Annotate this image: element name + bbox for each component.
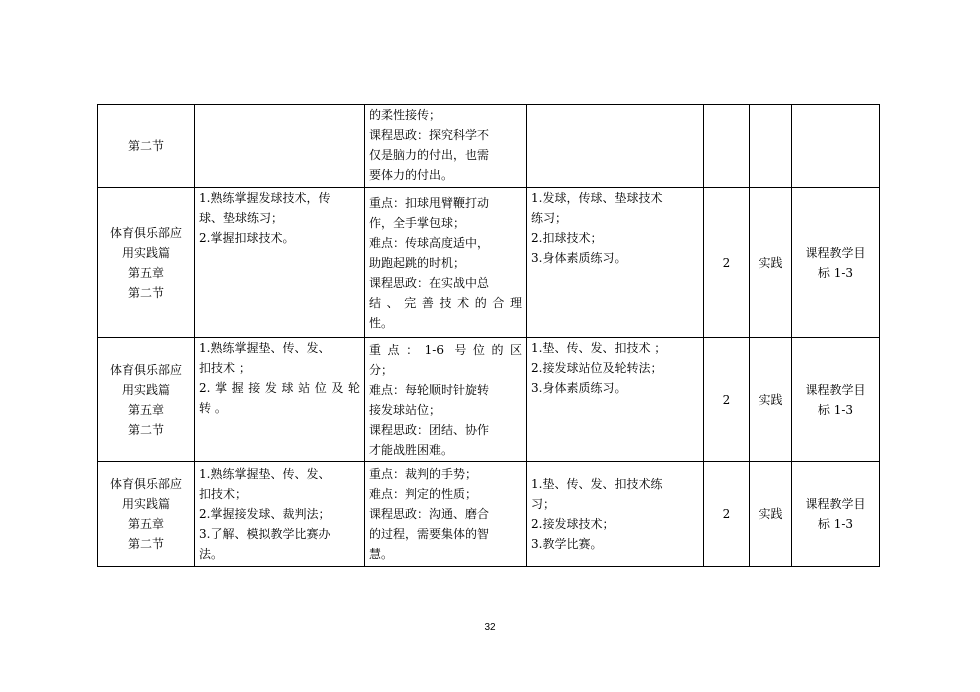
content-line: 1.垫、传、发、扣技术练 [531, 477, 663, 491]
keypoints-cell [365, 462, 527, 567]
keypoints-line: 助跑起跳的时机； [369, 255, 466, 270]
keypoints-line: 难点：传球高度适中， [369, 235, 490, 250]
keypoints-line: 课程思政：沟通、磨合 [369, 507, 490, 521]
content-line: 习； [531, 497, 556, 511]
keypoints-line: 性。 [369, 315, 394, 330]
table-row [98, 188, 880, 338]
hours-cell [704, 105, 750, 188]
keypoints-line: 重点：扣球甩臂鞭打动 [369, 195, 490, 210]
keypoints-line: 难点：判定的性质； [369, 487, 478, 501]
page-number: 32 [484, 622, 496, 633]
unit-cell [98, 188, 195, 338]
content-line: 3.身体素质练习。 [531, 381, 627, 395]
unit-line: 第五章 [127, 265, 164, 280]
goal-line: 课程教学目 [805, 497, 866, 511]
table-row [98, 105, 880, 188]
content-line: 练习； [531, 211, 568, 225]
unit-cell [98, 105, 195, 188]
objectives-line: 1.熟练掌握发球技术，传 [199, 191, 331, 205]
goal-line: 标 1-3 [817, 517, 854, 531]
unit-line: 体育俱乐部应 [109, 225, 182, 240]
goal-cell [792, 188, 880, 338]
unit-line: 用实践篇 [121, 497, 170, 511]
goal-line: 标 1-3 [817, 402, 854, 417]
unit-line: 第二节 [127, 285, 164, 300]
unit-line: 第五章 [127, 517, 164, 531]
content-line: 2.接发球技术； [531, 517, 615, 531]
keypoints-line: 课程思政：团结、协作 [369, 422, 490, 437]
objectives-line: 2.掌握接发球站位及轮 [199, 381, 360, 395]
keypoints-line: 的柔性接传； [369, 108, 442, 122]
keypoints-cell [365, 338, 527, 462]
goal-line: 课程教学目 [805, 382, 866, 397]
unit-line: 第二节 [127, 537, 164, 551]
objectives-cell [195, 462, 365, 567]
goal-line: 标 1-3 [817, 265, 854, 280]
content-line: 2.扣球技术； [531, 231, 603, 245]
keypoints-cell [365, 188, 527, 338]
keypoints-line: 分； [369, 362, 394, 377]
type-cell [750, 105, 792, 188]
objectives-line: 2.掌握接发球、裁判法； [199, 507, 331, 521]
content-cell [527, 462, 704, 567]
content-line: 2.接发球站位及轮转法； [531, 361, 663, 375]
goal-line: 课程教学目 [805, 245, 866, 260]
unit-line: 体育俱乐部应 [109, 477, 182, 491]
keypoints-line: 作，全手掌包球； [369, 215, 466, 230]
hours-cell: 2 [704, 338, 750, 462]
objectives-line: 球、垫球练习； [199, 211, 284, 225]
goal-cell [792, 338, 880, 462]
content-line: 3.教学比赛。 [531, 537, 603, 551]
keypoints-line: 接发球站位； [369, 402, 442, 417]
keypoints-line: 课程思政：探究科学不 [369, 128, 490, 142]
objectives-cell [195, 105, 365, 188]
content-line: 1.发球，传球、垫球技术 [531, 191, 663, 205]
keypoints-line: 才能战胜困难。 [369, 442, 454, 457]
objectives-line: 1.熟练掌握垫、传、发、 [199, 467, 331, 481]
unit-line: 体育俱乐部应 [109, 362, 182, 377]
type-cell: 实践 [750, 462, 792, 567]
keypoints-line: 仅是脑力的付出，也需 [369, 148, 490, 162]
type-cell: 实践 [750, 338, 792, 462]
unit-line: 第二节 [127, 139, 164, 153]
content-line: 3.身体素质练习。 [531, 251, 627, 265]
objectives-line: 1.熟练掌握垫、传、发、 [199, 341, 331, 355]
unit-cell [98, 338, 195, 462]
keypoints-line: 难点：每轮顺时针旋转 [369, 382, 490, 397]
keypoints-line: 慧。 [369, 547, 394, 561]
content-cell [527, 105, 704, 188]
table-row [98, 338, 880, 462]
type-cell: 实践 [750, 188, 792, 338]
keypoints-line: 结、完善技术的合理 [369, 295, 522, 310]
hours-cell: 2 [704, 462, 750, 567]
objectives-cell [195, 188, 365, 338]
keypoints-line: 课程思政：在实战中总 [369, 275, 490, 290]
unit-cell [98, 462, 195, 567]
unit-line: 第二节 [127, 422, 164, 437]
keypoints-cell [365, 105, 527, 188]
objectives-line: 3.了解、模拟教学比赛办 [199, 527, 331, 541]
keypoints-line: 的过程，需要集体的智 [369, 527, 490, 541]
objectives-line: 转 。 [199, 401, 227, 415]
objectives-line: 扣技术； [199, 487, 248, 501]
unit-line: 用实践篇 [121, 245, 170, 260]
goal-cell [792, 105, 880, 188]
keypoints-line: 要体力的付出。 [369, 168, 454, 182]
content-cell [527, 338, 704, 462]
content-line: 1.垫、传、发、扣技术 ； [531, 341, 667, 355]
table-row [98, 462, 880, 567]
course-table [97, 104, 880, 567]
content-cell [527, 188, 704, 338]
hours-cell: 2 [704, 188, 750, 338]
keypoints-line: 重点：裁判的手势； [369, 467, 478, 481]
objectives-line: 扣技术 ； [199, 361, 251, 375]
unit-line: 用实践篇 [121, 382, 170, 397]
keypoints-line: 重点：1-6 号位的区 [369, 342, 522, 357]
objectives-cell [195, 338, 365, 462]
goal-cell [792, 462, 880, 567]
objectives-line: 2.掌握扣球技术。 [199, 231, 295, 245]
unit-line: 第五章 [127, 402, 164, 417]
objectives-line: 法。 [199, 547, 224, 561]
